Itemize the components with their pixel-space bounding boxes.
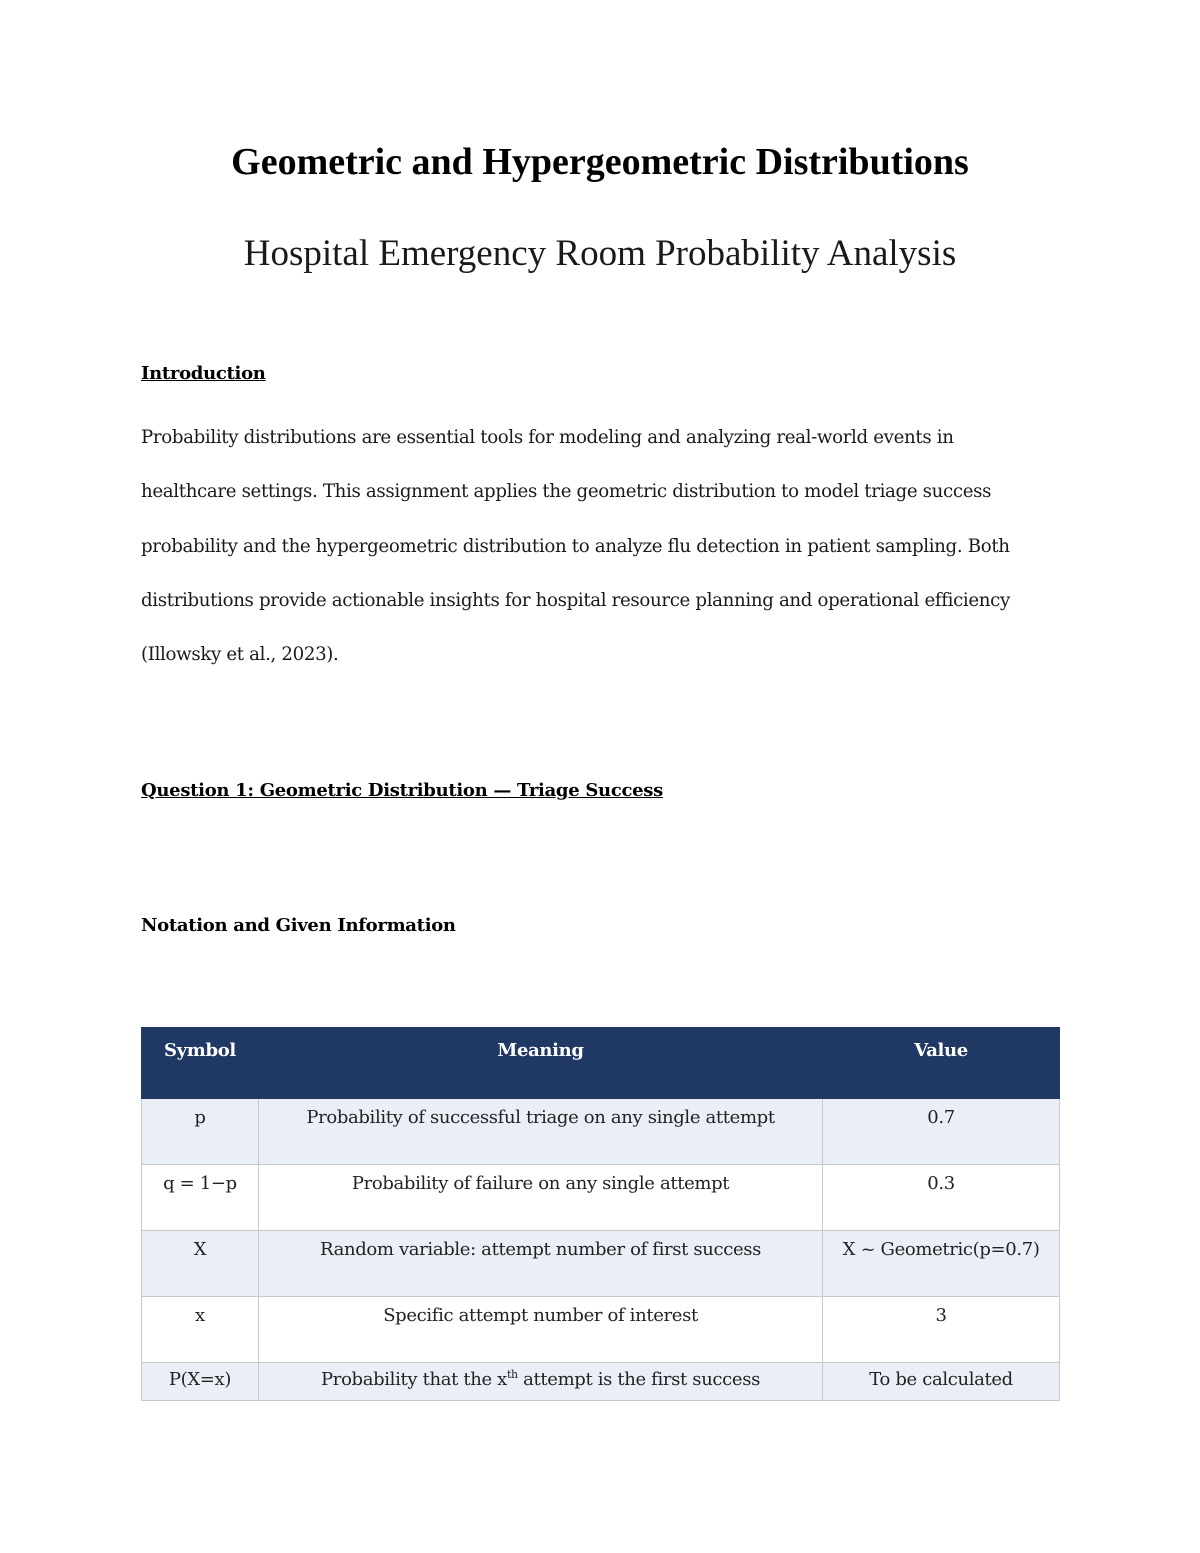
header-meaning: Meaning — [258, 1028, 822, 1099]
document-subtitle: Hospital Emergency Room Probability Analysis — [243, 233, 957, 274]
introduction-paragraph — [141, 411, 1071, 682]
cell-value: To be calculated — [823, 1363, 1060, 1401]
intro-line: probability and the hypergeometric distribution to analyze flu detection in patient sampling. Both — [141, 535, 1010, 557]
cell-symbol: X — [142, 1231, 259, 1297]
cell-meaning: Random variable: attempt number of first success — [258, 1231, 822, 1297]
cell-value: 0.3 — [823, 1165, 1060, 1231]
table-row — [142, 1297, 1060, 1363]
cell-meaning: Probability of failure on any single attempt — [258, 1165, 822, 1231]
cell-symbol: p — [142, 1099, 259, 1165]
intro-line: (Illowsky et al., 2023). — [141, 644, 339, 666]
cell-meaning — [258, 1363, 822, 1401]
table-row — [142, 1231, 1060, 1297]
notation-heading: Notation and Given Information — [141, 915, 456, 936]
introduction-heading: Introduction — [141, 363, 266, 384]
cell-symbol: q = 1−p — [142, 1165, 259, 1231]
cell-symbol: x — [142, 1297, 259, 1363]
header-value: Value — [823, 1028, 1060, 1099]
cell-value: 3 — [823, 1297, 1060, 1363]
cell-value: 0.7 — [823, 1099, 1060, 1165]
table-header-row — [142, 1028, 1060, 1099]
intro-line: healthcare settings. This assignment applies the geometric distribution to model triage success — [141, 481, 992, 503]
notation-table — [141, 1027, 1060, 1401]
meaning-text-post: attempt is the first success — [517, 1369, 760, 1390]
superscript-th: th — [506, 1368, 518, 1381]
cell-value: X ~ Geometric(p=0.7) — [823, 1231, 1060, 1297]
meaning-text-pre: Probability that the x — [321, 1369, 507, 1390]
intro-line: Probability distributions are essential tools for modeling and analyzing real-world events in — [141, 427, 954, 448]
intro-line: distributions provide actionable insights for hospital resource planning and operational efficiency — [141, 589, 1010, 611]
question1-heading: Question 1: Geometric Distribution — Triage Success — [141, 780, 663, 801]
cell-symbol: P(X=x) — [142, 1363, 259, 1401]
document-title: Geometric and Hypergeometric Distributions — [231, 141, 969, 183]
cell-meaning: Specific attempt number of interest — [258, 1297, 822, 1363]
table-row — [142, 1165, 1060, 1231]
table-row — [142, 1363, 1060, 1401]
header-symbol: Symbol — [142, 1028, 259, 1099]
cell-meaning: Probability of successful triage on any single attempt — [258, 1099, 822, 1165]
table-row — [142, 1099, 1060, 1165]
